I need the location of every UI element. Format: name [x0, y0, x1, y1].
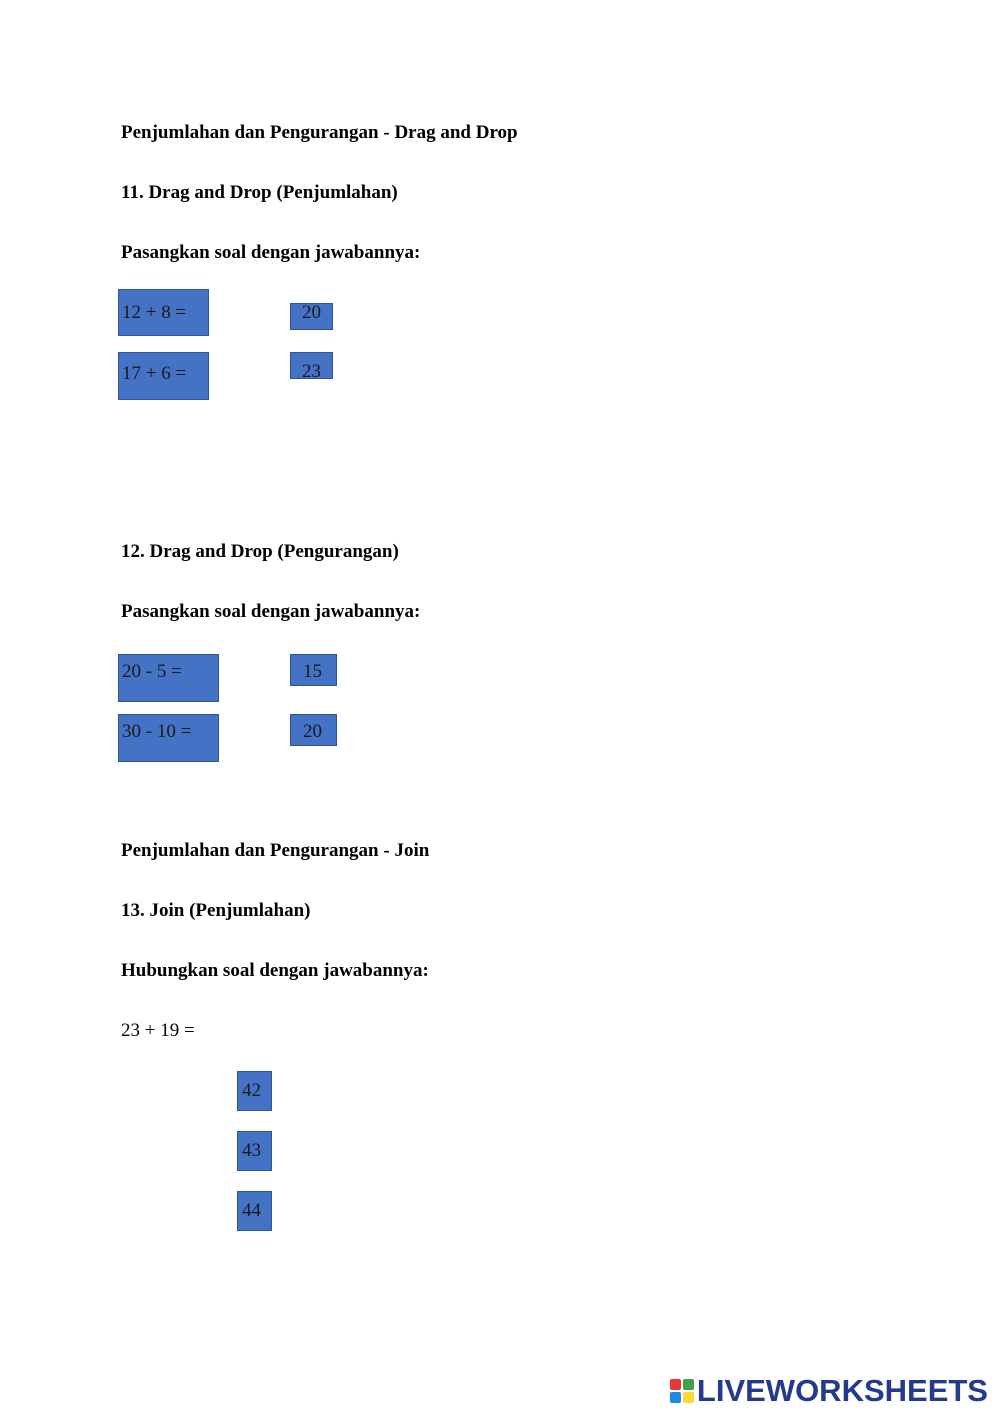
drop-target-label: 23 — [302, 361, 321, 382]
join-option-label: 43 — [242, 1140, 261, 1161]
drag-item-12-plus-8[interactable] — [118, 289, 209, 336]
drop-target-label: 20 — [302, 302, 321, 323]
join-question-23-plus-19[interactable]: 23 + 19 = — [121, 1020, 195, 1041]
drop-target-label: 20 — [303, 721, 322, 742]
section-heading-drag-drop: Penjumlahan dan Pengurangan - Drag and Drop — [121, 122, 518, 143]
join-option-label: 44 — [242, 1200, 261, 1221]
join-option-44[interactable] — [237, 1191, 272, 1231]
question-13-instruction: Hubungkan soal dengan jawabannya: — [121, 960, 429, 981]
drop-target-label: 15 — [303, 661, 322, 682]
logo-square-icon — [670, 1392, 681, 1403]
question-13-title: 13. Join (Penjumlahan) — [121, 900, 311, 921]
drag-item-17-plus-6[interactable] — [118, 352, 209, 400]
join-option-42[interactable] — [237, 1071, 272, 1111]
question-12-instruction: Pasangkan soal dengan jawabannya: — [121, 601, 421, 622]
logo-square-icon — [683, 1392, 694, 1403]
question-12-title: 12. Drag and Drop (Pengurangan) — [121, 541, 399, 562]
logo-text: LIVEWORKSHEETS — [696, 1373, 988, 1408]
drop-target-20[interactable] — [290, 303, 333, 330]
drag-item-label: 12 + 8 = — [122, 302, 187, 323]
liveworksheets-logo-icon — [670, 1379, 694, 1403]
drag-item-20-minus-5[interactable] — [118, 654, 219, 702]
drop-target-23[interactable] — [290, 352, 333, 382]
drop-target-15[interactable] — [290, 654, 337, 686]
join-option-label: 42 — [242, 1080, 261, 1101]
logo-square-icon — [670, 1379, 681, 1390]
drag-item-label: 20 - 5 = — [122, 661, 182, 682]
question-11-instruction: Pasangkan soal dengan jawabannya: — [121, 242, 421, 263]
drag-item-30-minus-10[interactable] — [118, 714, 219, 762]
drag-item-label: 30 - 10 = — [122, 721, 192, 742]
section-heading-join: Penjumlahan dan Pengurangan - Join — [121, 840, 430, 861]
join-option-43[interactable] — [237, 1131, 272, 1171]
drop-target-20-b[interactable] — [290, 714, 337, 746]
logo-square-icon — [683, 1379, 694, 1390]
liveworksheets-logo — [670, 1374, 988, 1408]
question-11-title: 11. Drag and Drop (Penjumlahan) — [121, 182, 398, 203]
drag-item-label: 17 + 6 = — [122, 363, 187, 384]
